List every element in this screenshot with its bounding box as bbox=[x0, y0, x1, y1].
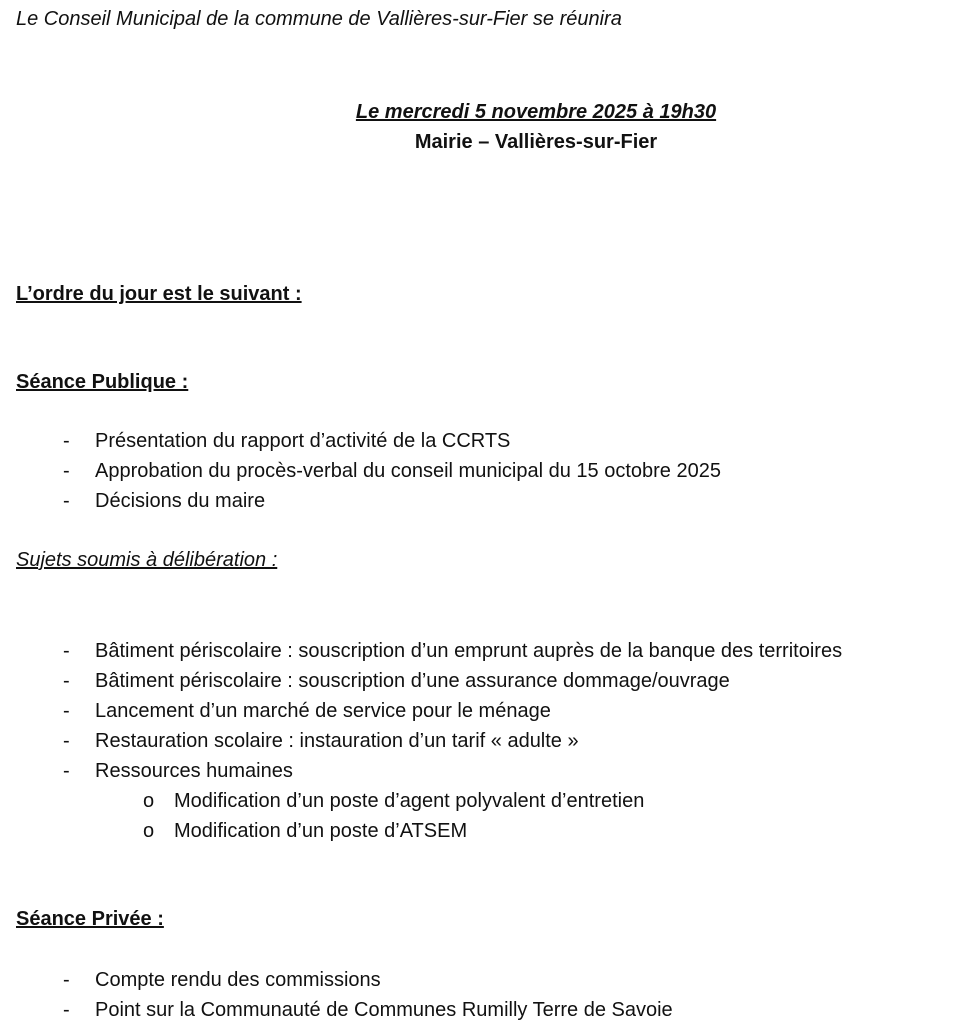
dash-bullet: - bbox=[63, 670, 70, 692]
list-item-text: Approbation du procès-verbal du conseil municipal du 15 octobre 2025 bbox=[95, 460, 721, 482]
public-session-list bbox=[0, 426, 721, 516]
list-item bbox=[0, 696, 842, 726]
list-item bbox=[0, 426, 721, 456]
list-item bbox=[0, 486, 721, 516]
intro-text: Le Conseil Municipal de la commune de Vallières-sur-Fier se réunira bbox=[16, 8, 622, 30]
dash-bullet: - bbox=[63, 460, 70, 482]
list-item bbox=[0, 965, 673, 995]
list-item bbox=[0, 666, 842, 696]
sub-list-container bbox=[0, 786, 842, 846]
circle-bullet: o bbox=[143, 790, 155, 812]
list-item-text: Lancement d’un marché de service pour le ménage bbox=[95, 700, 551, 722]
agenda-heading: L’ordre du jour est le suivant : bbox=[16, 283, 302, 305]
list-item-text: Présentation du rapport d’activité de la CCRTS bbox=[95, 430, 511, 452]
deliberation-heading: Sujets soumis à délibération : bbox=[16, 549, 278, 571]
list-item bbox=[0, 456, 721, 486]
circle-bullet: o bbox=[143, 820, 155, 842]
list-item bbox=[0, 636, 842, 666]
list-item-text: Point sur la Communauté de Communes Rumilly Terre de Savoie bbox=[95, 999, 673, 1021]
list-item bbox=[0, 756, 842, 786]
list-item bbox=[0, 726, 842, 756]
dash-bullet: - bbox=[63, 430, 70, 452]
sub-list-item bbox=[0, 786, 842, 816]
list-item-text: Bâtiment périscolaire : souscription d’une assurance dommage/ouvrage bbox=[95, 670, 730, 692]
sub-list-item bbox=[0, 816, 842, 846]
list-item-text: Ressources humaines bbox=[95, 760, 293, 782]
private-session-list bbox=[0, 965, 673, 1025]
meeting-date: Le mercredi 5 novembre 2025 à 19h30 bbox=[355, 101, 717, 123]
list-item-text: Décisions du maire bbox=[95, 490, 266, 512]
sub-list-item-text: Modification d’un poste d’ATSEM bbox=[174, 820, 468, 842]
dash-bullet: - bbox=[63, 640, 70, 662]
dash-bullet: - bbox=[63, 700, 70, 722]
list-item-text: Compte rendu des commissions bbox=[95, 969, 381, 991]
dash-bullet: - bbox=[63, 760, 70, 782]
dash-bullet: - bbox=[63, 490, 70, 512]
sub-list-item-text: Modification d’un poste d’agent polyvalent d’entretien bbox=[174, 790, 645, 812]
list-item-text: Bâtiment périscolaire : souscription d’un emprunt auprès de la banque des territoires bbox=[95, 640, 843, 662]
dash-bullet: - bbox=[63, 969, 70, 991]
meeting-place: Mairie – Vallières-sur-Fier bbox=[414, 131, 658, 153]
public-session-heading: Séance Publique : bbox=[16, 371, 189, 393]
dash-bullet: - bbox=[63, 999, 70, 1021]
private-session-heading: Séance Privée : bbox=[16, 908, 164, 930]
dash-bullet: - bbox=[63, 730, 70, 752]
hr-sub-list bbox=[0, 786, 842, 846]
list-item bbox=[0, 995, 673, 1025]
deliberation-list bbox=[0, 636, 842, 846]
list-item-text: Restauration scolaire : instauration d’un tarif « adulte » bbox=[95, 730, 579, 752]
